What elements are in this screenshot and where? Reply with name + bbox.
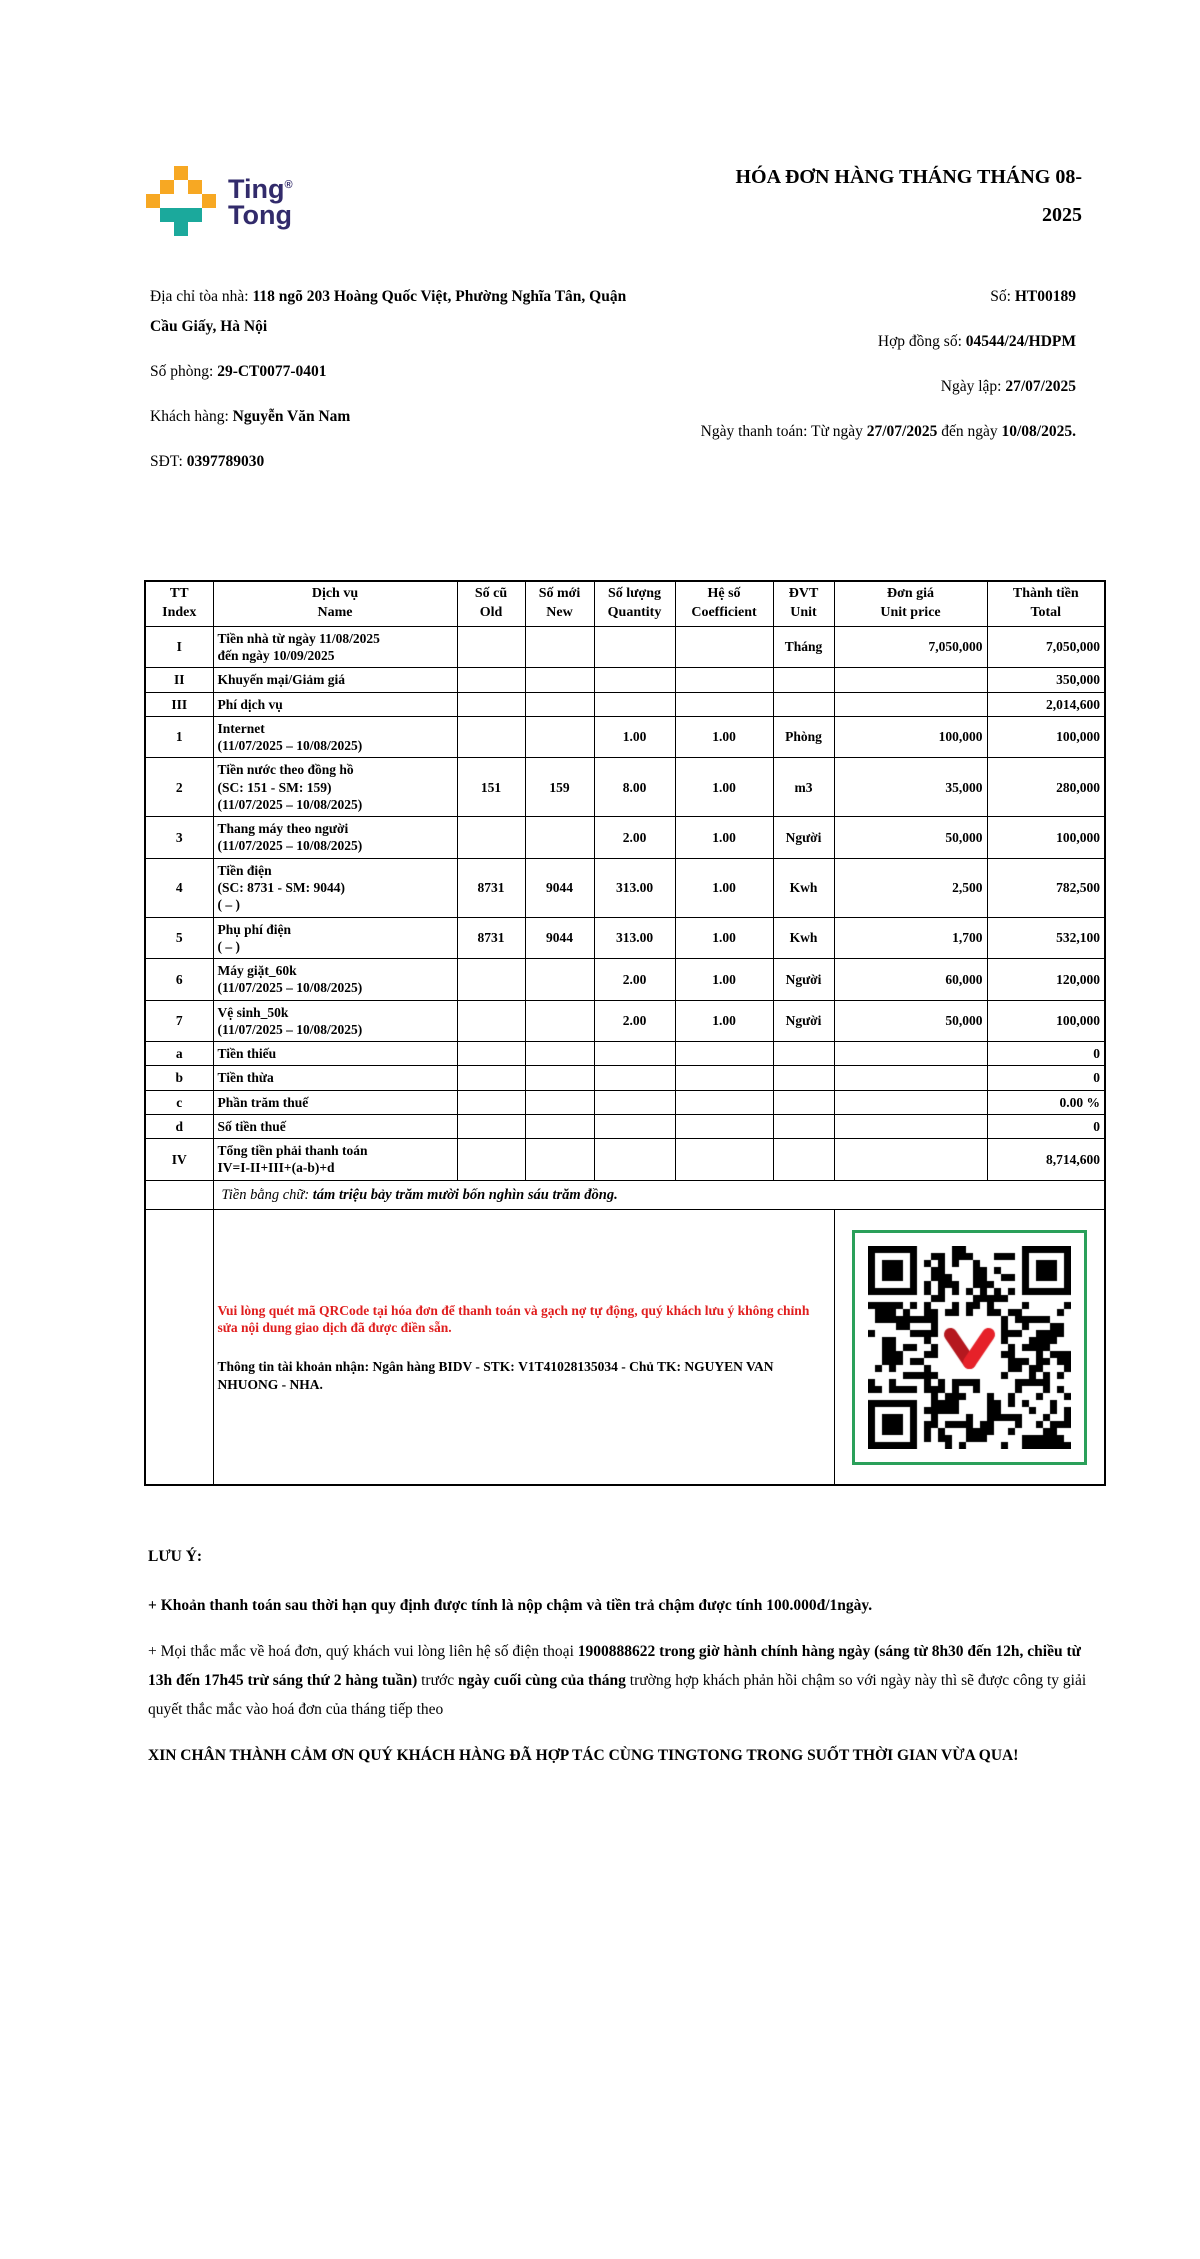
text-line: + Khoản thanh toán sau thời hạn quy định được tính là nộp chậm và tiền trả chậm được tính 100.000đ/1ngày. <box>148 1597 873 1615</box>
cell-total: 0 <box>987 1066 1105 1090</box>
table-header <box>145 581 1105 626</box>
cell-index: I <box>145 626 213 668</box>
cell-price <box>834 1139 987 1181</box>
cell-total: 7,050,000 <box>987 626 1105 668</box>
table-row <box>145 1090 1105 1114</box>
table-header-cell: Hệ số Coefficient <box>675 581 773 626</box>
cell-index: b <box>145 1066 213 1090</box>
table-header-cell: ĐVT Unit <box>773 581 834 626</box>
cell-total: 280,000 <box>987 758 1105 817</box>
cell-price <box>834 1114 987 1138</box>
cell-price <box>834 692 987 716</box>
cell-unit <box>773 668 834 692</box>
invoice-meta <box>645 282 1076 492</box>
cell-unit <box>773 1114 834 1138</box>
table-row <box>145 917 1105 959</box>
cell-qty <box>594 1066 675 1090</box>
cell-name: Vệ sinh_50k (11/07/2025 – 10/08/2025) <box>213 1000 457 1042</box>
thank-you-note: XIN CHÂN THÀNH CẢM ƠN QUÝ KHÁCH HÀNG ĐÃ HỢP TÁC CÙNG TINGTONG TRONG SUỐT THỜI GIAN VỪA QUA! <box>148 1747 1019 1765</box>
cell-qty <box>594 1139 675 1181</box>
table-row <box>145 1042 1105 1066</box>
cell-qty <box>594 1042 675 1066</box>
table-header-row <box>145 581 1105 626</box>
cell-price <box>834 1042 987 1066</box>
notes-section <box>148 1542 1088 1770</box>
cell-total: 100,000 <box>987 1000 1105 1042</box>
cell-coef <box>675 626 773 668</box>
cell-unit <box>773 692 834 716</box>
cell-price: 60,000 <box>834 959 987 1001</box>
text-line: + Mọi thắc mắc về hoá đơn, quý khách vui lòng liên hệ số điện thoại 1900888622 trong giờ hành chính hàng ngày (sáng từ 8h30 đến 12h, chiều từ 13h đến 17h45 trừ sáng thứ 2 hàng tuần) trước ngày cuối cùng của tháng trường hợp khách phản hồi chậm so với ngày này thì sẽ được công ty giải quyết thắc mắc vào hoá đơn của tháng tiếp theo <box>148 1643 1087 1719</box>
cell-coef: 1.00 <box>675 758 773 817</box>
cell-qty <box>594 1114 675 1138</box>
cell-old <box>457 692 525 716</box>
cell-index: 3 <box>145 817 213 859</box>
cell-coef: 1.00 <box>675 817 773 859</box>
empty-cell <box>145 1210 213 1486</box>
table-row <box>145 668 1105 692</box>
cell-coef: 1.00 <box>675 716 773 758</box>
cell-unit <box>773 1139 834 1181</box>
cell-new: 159 <box>525 758 594 817</box>
cell-old <box>457 817 525 859</box>
text-line: Số: HT00189 <box>990 288 1076 305</box>
payment-instructions <box>213 1210 834 1486</box>
cell-name: Số tiền thuế <box>213 1114 457 1138</box>
cell-coef <box>675 1090 773 1114</box>
cell-price <box>834 1066 987 1090</box>
tingtong-logo-icon <box>146 166 216 236</box>
cell-total: 782,500 <box>987 858 1105 917</box>
table-row <box>145 1139 1105 1181</box>
cell-index: 7 <box>145 1000 213 1042</box>
cell-qty: 8.00 <box>594 758 675 817</box>
cell-new <box>525 959 594 1001</box>
cell-total: 100,000 <box>987 716 1105 758</box>
cell-qty: 2.00 <box>594 817 675 859</box>
cell-price <box>834 668 987 692</box>
cell-price: 50,000 <box>834 817 987 859</box>
qr-cell <box>834 1210 1105 1486</box>
cell-unit <box>773 1066 834 1090</box>
table-body <box>145 626 1105 1180</box>
cell-old <box>457 716 525 758</box>
cell-old <box>457 668 525 692</box>
cell-unit: Phòng <box>773 716 834 758</box>
cell-coef: 1.00 <box>675 858 773 917</box>
building-info <box>150 282 645 492</box>
cell-price: 35,000 <box>834 758 987 817</box>
cell-unit: m3 <box>773 758 834 817</box>
cell-coef: 1.00 <box>675 959 773 1001</box>
table-row <box>145 959 1105 1001</box>
cell-qty: 313.00 <box>594 858 675 917</box>
cell-price: 1,700 <box>834 917 987 959</box>
cell-old <box>457 1114 525 1138</box>
cell-total: 532,100 <box>987 917 1105 959</box>
cell-coef: 1.00 <box>675 917 773 959</box>
table-row <box>145 1114 1105 1138</box>
cell-qty <box>594 1090 675 1114</box>
cell-qty: 2.00 <box>594 1000 675 1042</box>
cell-index: 1 <box>145 716 213 758</box>
cell-old <box>457 1000 525 1042</box>
notes-heading: LƯU Ý: <box>148 1548 203 1566</box>
cell-unit <box>773 1042 834 1066</box>
cell-price: 100,000 <box>834 716 987 758</box>
table-row <box>145 626 1105 668</box>
cell-name: Tiền thiếu <box>213 1042 457 1066</box>
tingtong-logo <box>146 166 293 236</box>
qr-box <box>852 1230 1087 1465</box>
text-line: SĐT: 0397789030 <box>150 453 265 470</box>
cell-new <box>525 1139 594 1181</box>
table-header-cell: Thành tiền Total <box>987 581 1105 626</box>
empty-cell <box>145 1180 213 1210</box>
amount-in-words-value: tám triệu bảy trăm mười bốn nghìn sáu trăm đồng. <box>312 1186 618 1203</box>
cell-index: d <box>145 1114 213 1138</box>
cell-coef <box>675 668 773 692</box>
cell-index: II <box>145 668 213 692</box>
cell-qty <box>594 626 675 668</box>
qr-row <box>145 1210 1105 1486</box>
cell-qty: 2.00 <box>594 959 675 1001</box>
cell-new <box>525 1000 594 1042</box>
cell-new <box>525 668 594 692</box>
cell-qty: 313.00 <box>594 917 675 959</box>
cell-index: 4 <box>145 858 213 917</box>
cell-new <box>525 692 594 716</box>
cell-price: 50,000 <box>834 1000 987 1042</box>
cell-coef: 1.00 <box>675 1000 773 1042</box>
cell-name: Máy giặt_60k (11/07/2025 – 10/08/2025) <box>213 959 457 1001</box>
cell-index: a <box>145 1042 213 1066</box>
cell-index: c <box>145 1090 213 1114</box>
cell-name: Tiền thừa <box>213 1066 457 1090</box>
cell-new <box>525 1042 594 1066</box>
brand-row <box>146 150 1082 236</box>
cell-new <box>525 1066 594 1090</box>
text-line: Ngày lập: 27/07/2025 <box>940 378 1076 395</box>
cell-total: 2,014,600 <box>987 692 1105 716</box>
cell-name: Tổng tiền phải thanh toán IV=I-II+III+(a-b)+d <box>213 1139 457 1181</box>
cell-price <box>834 1090 987 1114</box>
cell-qty: 1.00 <box>594 716 675 758</box>
cell-old <box>457 1042 525 1066</box>
cell-total: 100,000 <box>987 817 1105 859</box>
cell-old: 8731 <box>457 917 525 959</box>
cell-name: Phần trăm thuế <box>213 1090 457 1114</box>
table-header-cell: Số cũ Old <box>457 581 525 626</box>
cell-index: 2 <box>145 758 213 817</box>
qr-scan-warning: Vui lòng quét mã QRCode tại hóa đơn để thanh toán và gạch nợ tự động, quý khách lưu ý không chỉnh sửa nội dung giao dịch đã được điền sẵn. <box>217 1302 810 1335</box>
invoice-table <box>144 580 1106 1486</box>
cell-old <box>457 626 525 668</box>
table-footer <box>145 1180 1105 1485</box>
table-header-cell: Đơn giá Unit price <box>834 581 987 626</box>
table-row <box>145 1066 1105 1090</box>
cell-new: 9044 <box>525 917 594 959</box>
notes-list <box>148 1591 1088 1724</box>
cell-total: 8,714,600 <box>987 1139 1105 1181</box>
cell-old <box>457 1139 525 1181</box>
cell-unit: Người <box>773 1000 834 1042</box>
amount-in-words <box>213 1180 1105 1210</box>
cell-unit <box>773 1090 834 1114</box>
cell-price: 7,050,000 <box>834 626 987 668</box>
cell-new <box>525 817 594 859</box>
cell-total: 120,000 <box>987 959 1105 1001</box>
text-line: Hợp đồng số: 04544/24/HDPM <box>877 333 1076 350</box>
amount-in-words-label: Tiền bằng chữ: <box>221 1186 313 1203</box>
table-header-cell: Số mới New <box>525 581 594 626</box>
cell-name: Tiền điện (SC: 8731 - SM: 9044) ( – ) <box>213 858 457 917</box>
cell-coef <box>675 1114 773 1138</box>
invoice-title: HÓA ĐƠN HÀNG THÁNG THÁNG 08- 2025 <box>735 166 1082 226</box>
cell-total: 0.00 % <box>987 1090 1105 1114</box>
cell-old: 8731 <box>457 858 525 917</box>
cell-index: 5 <box>145 917 213 959</box>
cell-name: Internet (11/07/2025 – 10/08/2025) <box>213 716 457 758</box>
cell-unit: Người <box>773 817 834 859</box>
cell-unit: Kwh <box>773 858 834 917</box>
table-row <box>145 858 1105 917</box>
tingtong-wordmark: Ting® Tong <box>228 174 293 230</box>
cell-total: 0 <box>987 1042 1105 1066</box>
cell-old <box>457 1066 525 1090</box>
cell-coef <box>675 692 773 716</box>
text-line: Ngày thanh toán: Từ ngày 27/07/2025 đến ngày 10/08/2025. <box>700 423 1076 440</box>
text-line: Địa chỉ tòa nhà: 118 ngõ 203 Hoàng Quốc Việt, Phường Nghĩa Tân, Quận Cầu Giấy, Hà Nội <box>150 288 627 335</box>
cell-coef <box>675 1139 773 1181</box>
table-row <box>145 692 1105 716</box>
table-header-cell: TT Index <box>145 581 213 626</box>
cell-old: 151 <box>457 758 525 817</box>
cell-index: 6 <box>145 959 213 1001</box>
cell-new <box>525 1090 594 1114</box>
cell-total: 0 <box>987 1114 1105 1138</box>
cell-old <box>457 959 525 1001</box>
cell-unit: Kwh <box>773 917 834 959</box>
cell-index: IV <box>145 1139 213 1181</box>
cell-qty <box>594 692 675 716</box>
cell-price: 2,500 <box>834 858 987 917</box>
cell-new <box>525 626 594 668</box>
table-row <box>145 716 1105 758</box>
cell-name: Khuyến mại/Giảm giá <box>213 668 457 692</box>
cell-unit: Tháng <box>773 626 834 668</box>
table-row <box>145 758 1105 817</box>
bank-account-info: Thông tin tài khoản nhận: Ngân hàng BIDV - STK: V1T41028135034 - Chủ TK: NGUYEN VAN NHUONG - NHA. <box>217 1359 774 1392</box>
cell-coef <box>675 1066 773 1090</box>
cell-qty <box>594 668 675 692</box>
qr-code <box>868 1246 1071 1449</box>
cell-name: Tiền nước theo đồng hồ (SC: 151 - SM: 159) (11/07/2025 – 10/08/2025) <box>213 758 457 817</box>
cell-new: 9044 <box>525 858 594 917</box>
table-row <box>145 1000 1105 1042</box>
cell-total: 350,000 <box>987 668 1105 692</box>
cell-name: Thang máy theo người (11/07/2025 – 10/08/2025) <box>213 817 457 859</box>
cell-unit: Người <box>773 959 834 1001</box>
text-line: Khách hàng: Nguyễn Văn Nam <box>150 408 351 425</box>
cell-name: Phụ phí điện ( – ) <box>213 917 457 959</box>
info-row <box>150 282 1076 492</box>
amount-in-words-row <box>145 1180 1105 1210</box>
table-row <box>145 817 1105 859</box>
table-header-cell: Số lượng Quantity <box>594 581 675 626</box>
cell-name: Tiền nhà từ ngày 11/08/2025 đến ngày 10/09/2025 <box>213 626 457 668</box>
cell-coef <box>675 1042 773 1066</box>
cell-new <box>525 716 594 758</box>
cell-name: Phí dịch vụ <box>213 692 457 716</box>
cell-new <box>525 1114 594 1138</box>
cell-index: III <box>145 692 213 716</box>
cell-old <box>457 1090 525 1114</box>
text-line: Số phòng: 29-CT0077-0401 <box>150 363 327 380</box>
table-header-cell: Dịch vụ Name <box>213 581 457 626</box>
